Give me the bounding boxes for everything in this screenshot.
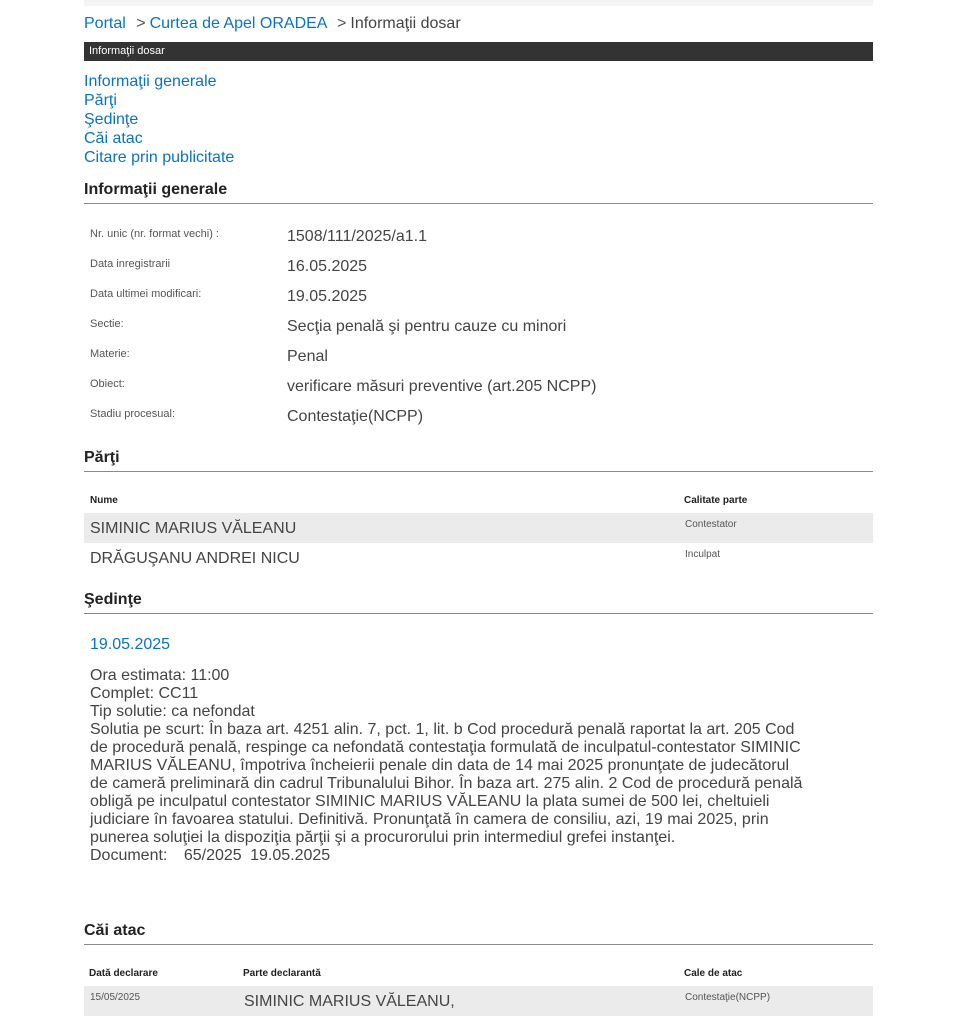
info-row-subject-matter (84, 347, 873, 377)
appeal-date: 15/05/2025 (90, 992, 141, 1003)
hearing-solution-line: punerea soluţiei la dispoziţia părţii şi a procurorului prin intermediul grefei instanţei. (90, 829, 676, 846)
info-label: Materie: (90, 348, 130, 360)
hearing-estimated-time: Ora estimata: 11:00 (90, 667, 230, 684)
hearing-document (90, 847, 870, 865)
parties-header-name: Nume (90, 495, 118, 506)
appeal-type: Contestaţie(NCPP) (685, 992, 771, 1003)
nav-link-hearings[interactable]: Şedinţe (84, 111, 139, 128)
appeals-header-type: Cale de atac (684, 968, 743, 979)
hearing-solution-type: Tip solutie: ca nefondat (90, 703, 255, 720)
breadcrumb-portal-link[interactable]: Portal (84, 15, 126, 32)
top-strip (84, 0, 873, 6)
hearing-solution-line: judiciare în favoarea statului. Definitivă. Pronunţată în camera de consiliu, azi, 19 mai 2025, prin (90, 811, 769, 828)
parties-heading: Părţi (84, 449, 873, 472)
info-row-object (84, 377, 873, 407)
hearing-solution-line: de cameră preliminară din cadrul Tribunalului Bihor. În baza art. 275 alin. 2 Cod de procedură penală (90, 775, 803, 792)
info-row-last-modified (84, 287, 873, 317)
document-number: 65/2025 (183, 847, 242, 864)
hearing-date: 19.05.2025 (90, 636, 171, 653)
nav-link-general-info[interactable]: Informaţii generale (84, 73, 217, 90)
info-label: Data ultimei modificari: (90, 288, 202, 300)
appeal-party: SIMINIC MARIUS VĂLEANU, (244, 993, 455, 1010)
info-row-procedural-stage (84, 407, 873, 437)
party-row (84, 543, 873, 573)
breadcrumb-separator: > (337, 15, 347, 32)
breadcrumb-separator: > (136, 15, 146, 32)
appeal-row (84, 986, 873, 1016)
info-row-registration-date (84, 257, 873, 287)
nav-link-publicity-summons[interactable]: Citare prin publicitate (84, 149, 235, 166)
hearing-solution-line: Solutia pe scurt: În baza art. 4251 alin. 7, pct. 1, lit. b Cod procedură penală raportat la art. 205 Cod (90, 721, 795, 738)
info-label: Data inregistrarii (90, 258, 171, 270)
party-role: Inculpat (685, 549, 721, 560)
appeals-heading: Căi atac (84, 922, 873, 945)
party-name: SIMINIC MARIUS VĂLEANU (90, 520, 297, 537)
info-value: Contestaţie(NCPP) (287, 408, 424, 425)
appeals-header-date: Dată declarare (89, 968, 158, 979)
general-info-heading: Informaţii generale (84, 181, 873, 204)
info-value: 19.05.2025 (287, 288, 368, 305)
info-value: Secţia penală şi pentru cauze cu minori (287, 318, 567, 335)
party-role: Contestator (685, 519, 737, 530)
document-date: 19.05.2025 (250, 847, 331, 864)
breadcrumb (84, 14, 461, 34)
breadcrumb-court-link[interactable]: Curtea de Apel ORADEA (149, 15, 327, 32)
info-value: 1508/111/2025/a1.1 (287, 228, 427, 245)
info-value: verificare măsuri preventive (art.205 NCPP) (287, 378, 597, 395)
parties-header-role: Calitate parte (684, 495, 748, 506)
page-title-bar (84, 42, 873, 61)
hearing-panel: Complet: CC11 (90, 685, 199, 702)
party-row (84, 513, 873, 543)
section-nav (84, 72, 234, 167)
page-title: Informaţii dosar (89, 45, 165, 57)
party-name: DRĂGUŞANU ANDREI NICU (90, 550, 300, 567)
hearing-details (90, 667, 870, 865)
hearing-solution-line: MARIUS VĂLEANU, împotriva încheierii penale din data de 14 mai 2025 pronunţate de judecătorul (90, 757, 790, 774)
appeals-header-party: Parte declarantă (243, 968, 321, 979)
info-row-section (84, 317, 873, 347)
info-value: Penal (287, 348, 328, 365)
hearing-solution-line: de procedură penală, respinge ca nefondată contestaţia formulată de inculpatul-contestator SIMINIC (90, 739, 801, 756)
info-label: Obiect: (90, 378, 125, 390)
info-label: Nr. unic (nr. format vechi) : (90, 228, 219, 240)
nav-link-parties[interactable]: Părţi (84, 92, 117, 109)
info-value: 16.05.2025 (287, 258, 368, 275)
nav-link-appeals[interactable]: Căi atac (84, 130, 143, 147)
hearing-solution-line: obligă pe inculpatul contestator SIMINIC MARIUS VĂLEANU la plata sumei de 500 lei, cheltuieli (90, 793, 770, 810)
info-row-case-number (84, 227, 873, 257)
breadcrumb-current: Informaţii dosar (350, 15, 461, 32)
info-label: Stadiu procesual: (90, 408, 175, 420)
info-label: Sectie: (90, 318, 124, 330)
document-label: Document: (90, 847, 168, 864)
hearings-heading: Şedinţe (84, 591, 873, 614)
